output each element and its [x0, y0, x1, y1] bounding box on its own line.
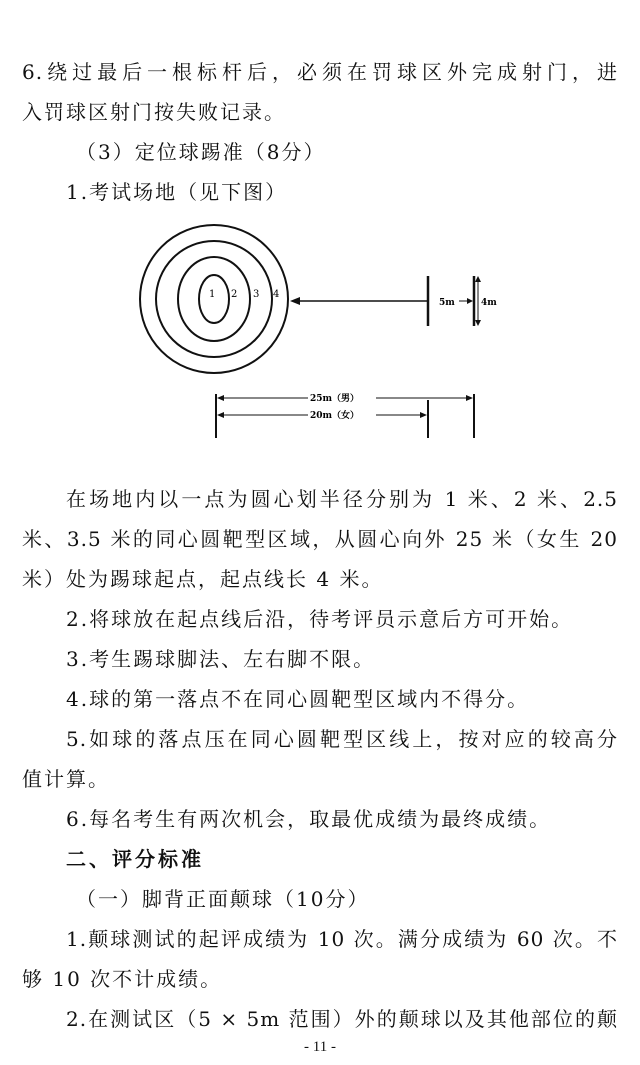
ring-label: 1: [209, 289, 216, 300]
female-distance-label: 20m（女）: [310, 411, 360, 421]
text-line: 够 10 次不计成绩。: [22, 967, 223, 991]
arrowhead-icon: [475, 320, 481, 326]
text-line: 6.绕过最后一根标杆后，必须在罚球区外完成射门，进: [22, 60, 618, 84]
text-line: 米）处为踢球起点，起点线长 4 米。: [22, 567, 384, 591]
ring-label: 4: [273, 289, 280, 300]
arrowhead-icon: [466, 395, 473, 401]
arrowhead-icon: [217, 412, 224, 418]
text-line: 1.颠球测试的起评成绩为 10 次。满分成绩为 60 次。不: [66, 927, 618, 951]
page-number: - 11 -: [304, 1039, 336, 1055]
arrowhead-icon: [467, 298, 473, 304]
text-line: 6.每名考生有两次机会，取最优成绩为最终成绩。: [66, 807, 552, 831]
text-line: 2.将球放在起点线后沿，待考评员示意后方可开始。: [66, 607, 574, 631]
text-line: 5.如球的落点压在同心圆靶型区线上，按对应的较高分: [66, 727, 618, 751]
text-line: 1.考试场地（见下图）: [66, 180, 288, 204]
line-length-label: 4m: [481, 298, 497, 308]
section-heading: （一）脚背正面颠球（10分）: [76, 887, 370, 911]
text-line: 米、3.5 米的同心圆靶型区域，从圆心向外 25 米（女生 20: [22, 527, 618, 551]
ring-label: 2: [231, 289, 238, 300]
gap-label: 5m: [439, 298, 455, 308]
male-distance-label: 25m（男）: [310, 394, 360, 404]
text-line: 4.球的第一落点不在同心圆靶型区域内不得分。: [66, 687, 530, 711]
arrowhead-icon: [420, 412, 427, 418]
text-line: 值计算。: [22, 767, 110, 791]
arrowhead-icon: [217, 395, 224, 401]
text-line: 3.考生踢球脚法、左右脚不限。: [66, 647, 376, 671]
text-line: 在场地内以一点为圆心划半径分别为 1 米、2 米、2.5: [66, 487, 618, 511]
text-line: 入罚球区射门按失败记录。: [22, 100, 286, 124]
arrowhead-icon: [290, 297, 300, 305]
arrowhead-icon: [475, 276, 481, 282]
section-heading: （3）定位球踢准（8分）: [76, 140, 326, 164]
section-heading: 二、评分标准: [66, 847, 204, 871]
text-line: 2.在测试区（5 × 5m 范围）外的颠球以及其他部位的颠: [66, 1007, 618, 1031]
target-field-diagram: [130, 218, 510, 444]
ring-label: 3: [253, 289, 260, 300]
